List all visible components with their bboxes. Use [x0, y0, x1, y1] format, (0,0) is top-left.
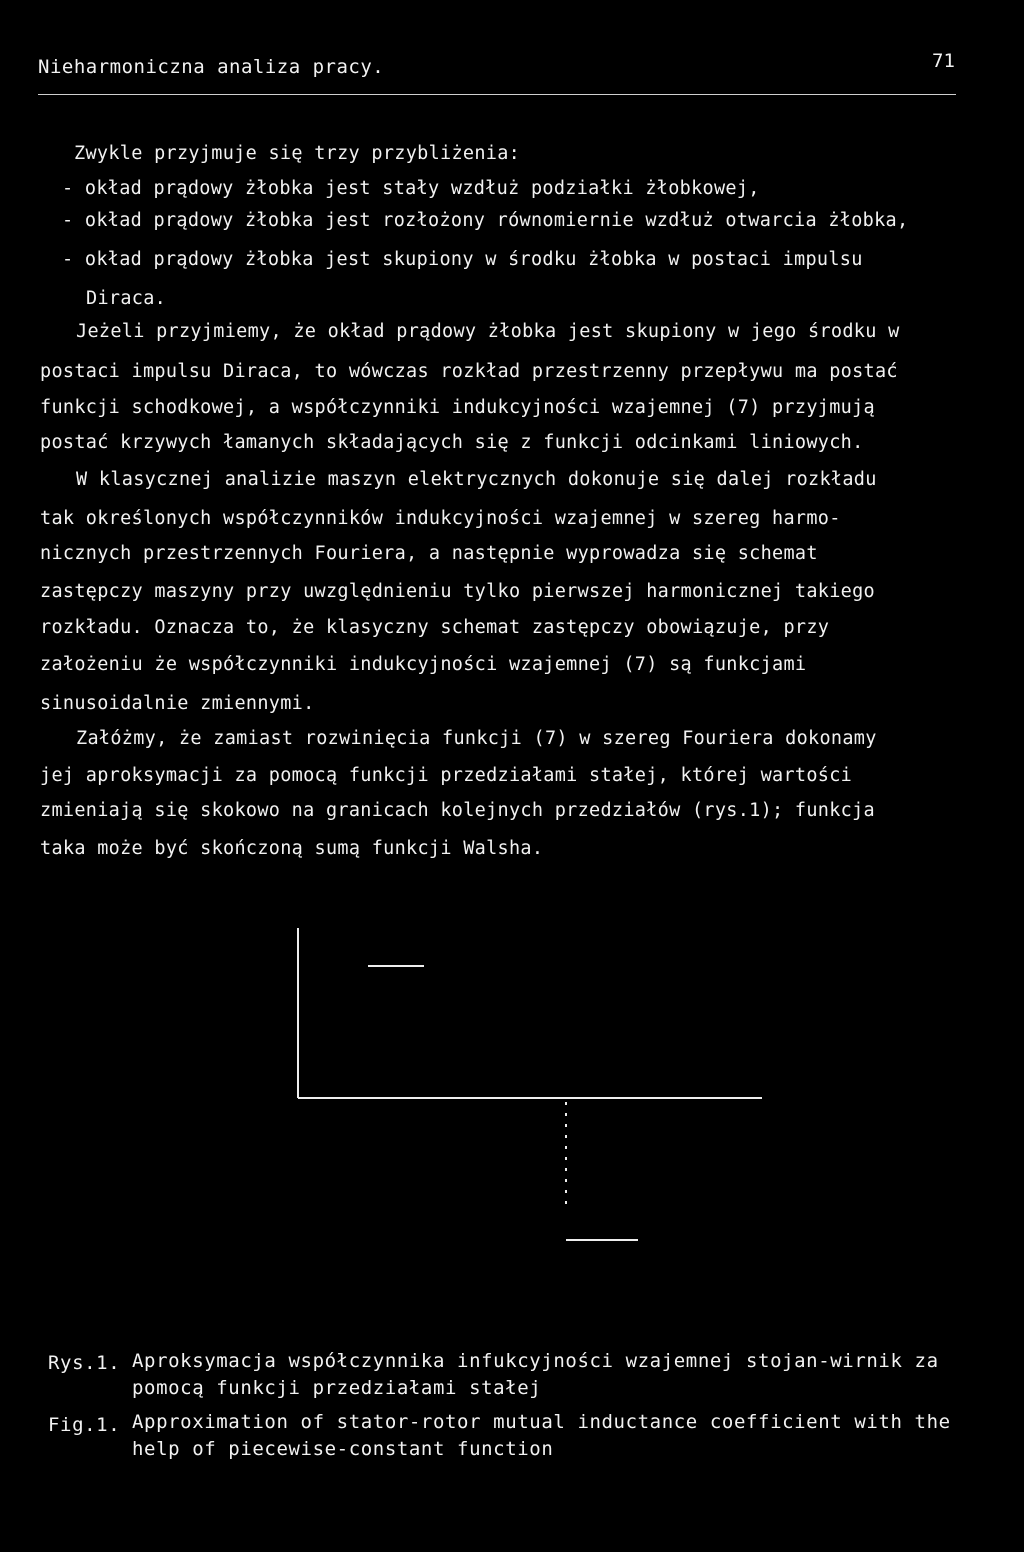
text-line: zmieniają się skokowo na granicach kolejnych przedziałów (rys.1); funkcja [40, 800, 875, 821]
caption-label-rys: Rys.1. [48, 1352, 121, 1374]
text-line: Jeżeli przyjmiemy, że okład prądowy żłobka jest skupiony w jego środku w [76, 321, 900, 342]
text-line: Diraca. [86, 288, 167, 309]
text-line: tak określonych współczynników indukcyjności wzajemnej w szereg harmo- [40, 508, 841, 529]
text-line: postać krzywych łamanych składających się z funkcji odcinkami liniowych. [40, 432, 864, 453]
text-line: taka może być skończoną sumą funkcji Walsha. [40, 838, 544, 859]
text-line: jej aproksymacji za pomocą funkcji przedziałami stałej, której wartości [40, 765, 853, 786]
caption-text-pl: pomocą funkcji przedziałami stałej [132, 1377, 542, 1399]
text-line: W klasycznej analizie maszyn elektrycznych dokonuje się dalej rozkładu [76, 469, 877, 490]
text-line: - okład prądowy żłobka jest stały wzdłuż podziałki żłobkowej, [62, 178, 760, 199]
text-line: postaci impulsu Diraca, to wówczas rozkład przestrzenny przepływu ma postać [40, 361, 898, 382]
text-line: rozkładu. Oznacza to, że klasyczny schemat zastępczy obowiązuje, przy [40, 617, 830, 638]
text-line: - okład prądowy żłobka jest skupiony w środku żłobka w postaci impulsu [62, 249, 863, 270]
caption-text-en: help of piecewise-constant function [132, 1438, 554, 1460]
running-title: Nieharmoniczna analiza pracy. [38, 56, 385, 78]
page-number: 71 [932, 50, 955, 72]
text-line: sinusoidalnie zmiennymi. [40, 693, 315, 714]
text-line: założeniu że współczynniki indukcyjności wzajemnej (7) są funkcjami [40, 654, 807, 675]
text-line: Zwykle przyjmuje się trzy przybliżenia: [74, 143, 521, 164]
caption-text-en: Approximation of stator-rotor mutual inductance coefficient with the [132, 1411, 951, 1433]
text-line: Załóżmy, że zamiast rozwinięcia funkcji (7) w szereg Fouriera dokonamy [76, 728, 877, 749]
text-line: - okład prądowy żłobka jest rozłożony równomiernie wzdłuż otwarcia żłobka, [62, 210, 909, 231]
caption-text-pl: Aproksymacja współczynnika infukcyjności wzajemnej stojan-wirnik za [132, 1350, 939, 1372]
text-line: nicznych przestrzennych Fouriera, a następnie wyprowadza się schemat [40, 543, 818, 564]
caption-label-fig: Fig.1. [48, 1414, 121, 1436]
text-line: funkcji schodkowej, a współczynniki indukcyjności wzajemnej (7) przyjmują [40, 397, 875, 418]
text-line: zastępczy maszyny przy uwzględnieniu tylko pierwszej harmonicznej takiego [40, 581, 875, 602]
